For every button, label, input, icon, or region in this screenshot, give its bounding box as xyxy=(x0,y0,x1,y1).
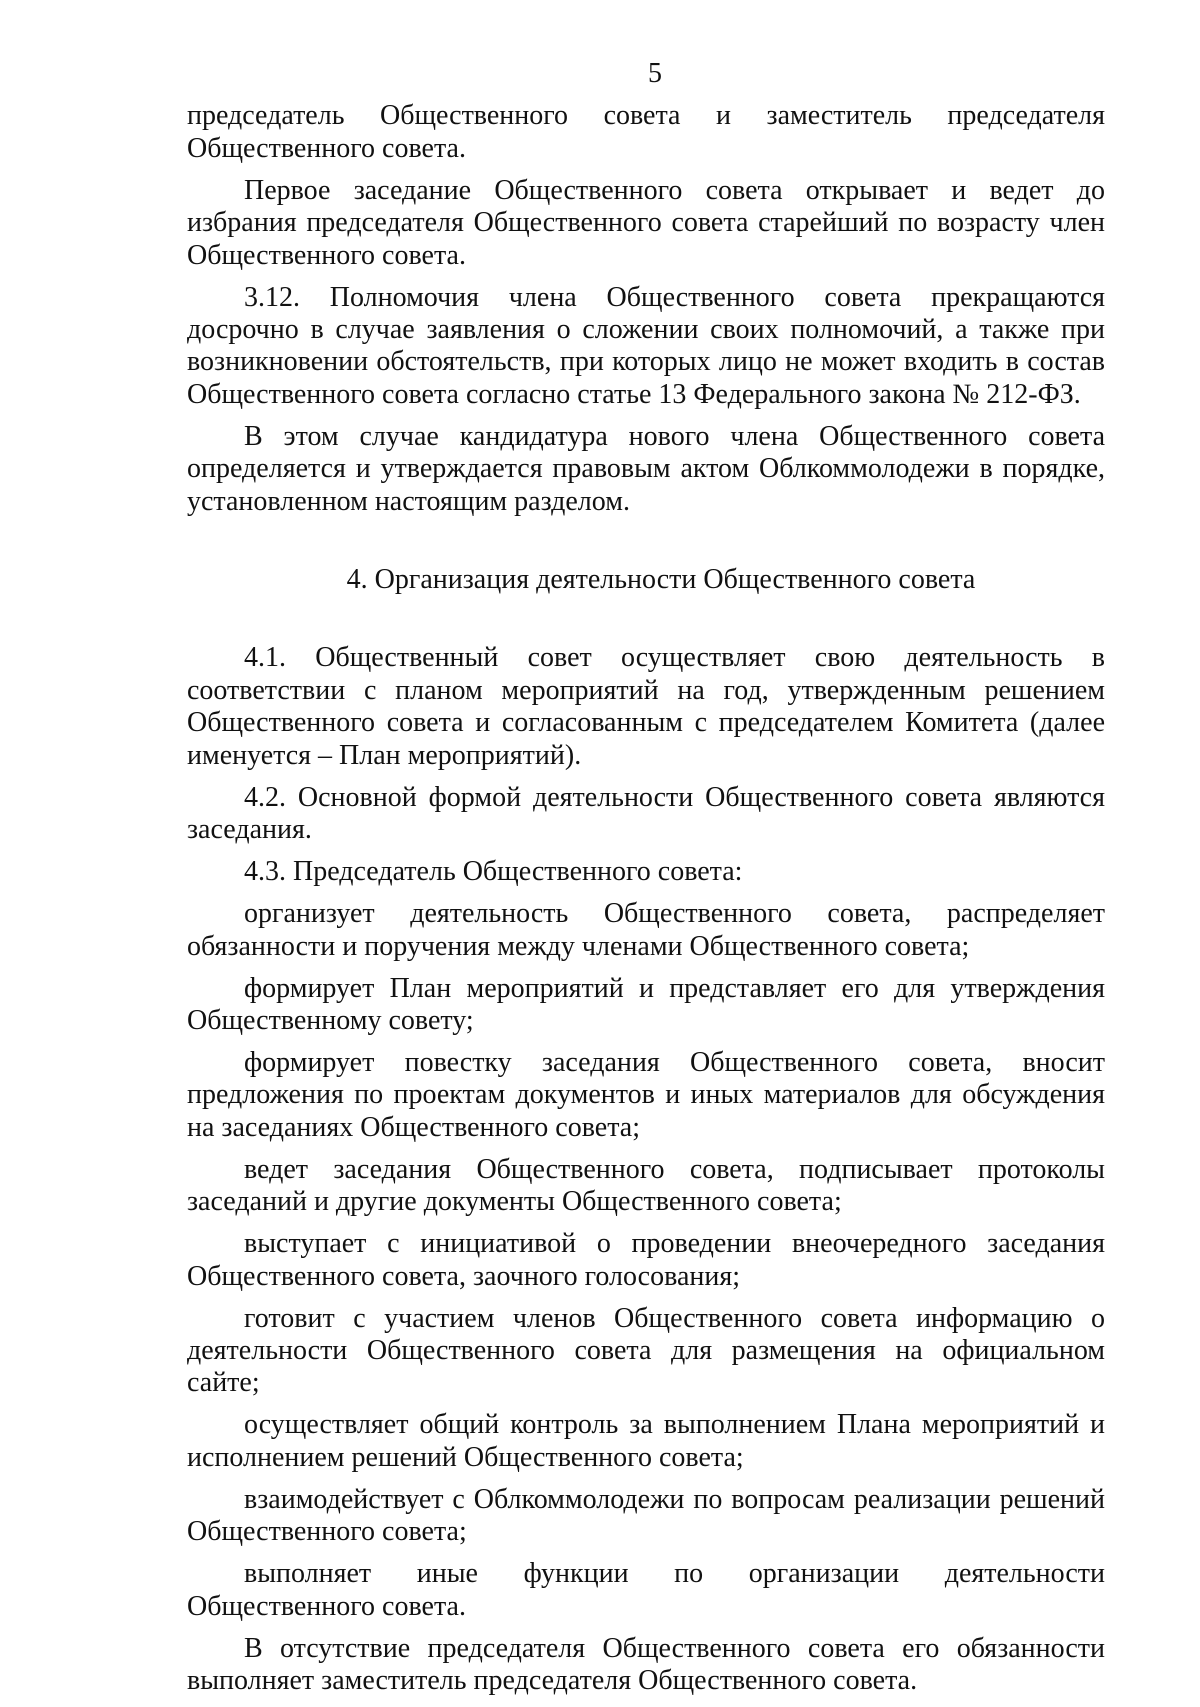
paragraph: 4.3. Председатель Общественного совета: xyxy=(244,856,743,888)
paragraph: 4.1. Общественный совет осуществляет свою деятельность в соответствии с планом мероприятий на год, утвержденным решением Общественного совета и согласованным с председателем Комитета (далее именуется – План мероприятий). xyxy=(187,642,1105,771)
list-item: готовит с участием членов Общественного совета информацию о деятельности Общественного совета для размещения на официальном сайте; xyxy=(187,1302,1105,1399)
list-item: выполняет иные функции по организации деятельности Общественного совета. xyxy=(187,1558,1105,1622)
paragraph: В отсутствие председателя Общественного совета его обязанности выполняет заместитель председателя Общественного совета. xyxy=(187,1632,1105,1696)
list-item: выступает с инициативой о проведении внеочередного заседания Общественного совета, заочного голосования; xyxy=(187,1228,1105,1292)
list-item: формирует План мероприятий и представляет его для утверждения Общественному совету; xyxy=(187,972,1105,1036)
list-item: взаимодействует с Облкоммолодежи по вопросам реализации решений Общественного совета; xyxy=(187,1483,1105,1548)
section-heading: 4. Организация деятельности Общественного совета xyxy=(346,564,976,596)
list-item: организует деятельность Общественного совета, распределяет обязанности и поручения между членами Общественного совета; xyxy=(187,898,1105,962)
paragraph: В этом случае кандидатура нового члена Общественного совета определяется и утверждается правовым актом Облкоммолодежи в порядке, установленном настоящим разделом. xyxy=(187,420,1105,517)
paragraph: 4.2. Основной формой деятельности Общественного совета являются заседания. xyxy=(187,781,1105,846)
document-page xyxy=(187,58,1105,1707)
list-item: осуществляет общий контроль за выполнением Плана мероприятий и исполнением решений Общественного совета; xyxy=(187,1409,1105,1473)
paragraph: Первое заседание Общественного совета открывает и ведет до избрания председателя Общественного совета старейший по возрасту член Общественного совета. xyxy=(187,174,1105,271)
paragraph: председатель Общественного совета и заместитель председателя Общественного совета. xyxy=(187,100,1105,164)
paragraph: 3.12. Полномочия члена Общественного совета прекращаются досрочно в случае заявления о сложении своих полномочий, а также при возникновении обстоятельств, при которых лицо не может входить в состав Общественного совета согласно статье 13 Федерального закона № 212-ФЗ. xyxy=(187,281,1105,410)
page-number: 5 xyxy=(648,58,662,89)
list-item: ведет заседания Общественного совета, подписывает протоколы заседаний и другие документы Общественного совета; xyxy=(187,1153,1105,1218)
list-item: формирует повестку заседания Общественного совета, вносит предложения по проектам документов и иных материалов для обсуждения на заседаниях Общественного совета; xyxy=(187,1046,1105,1143)
